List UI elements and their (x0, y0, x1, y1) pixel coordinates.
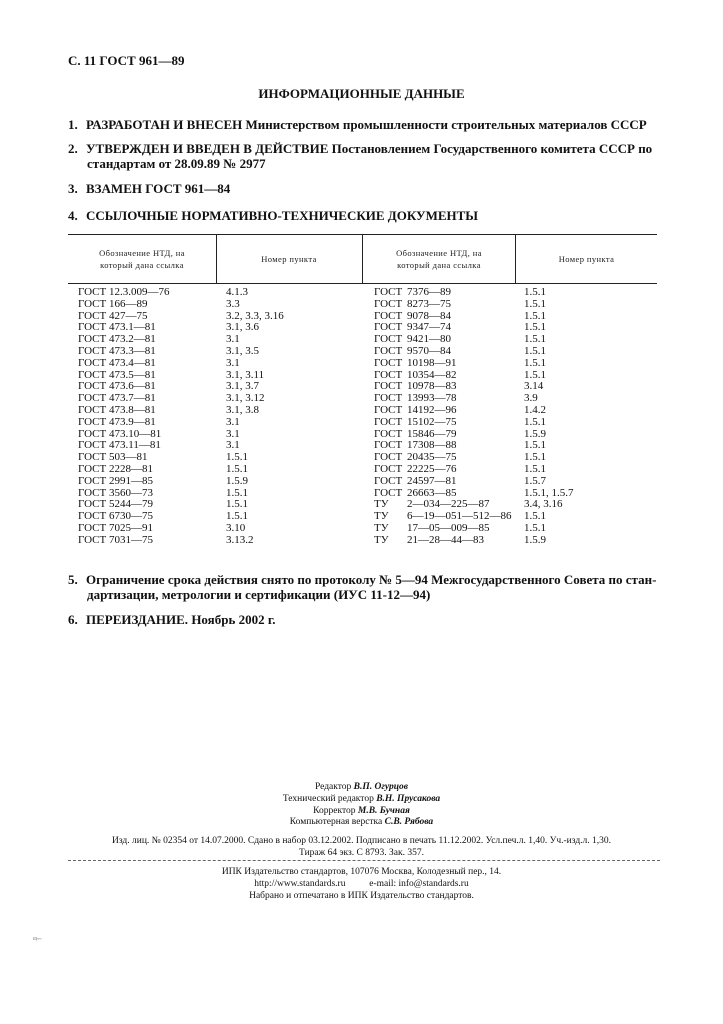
cell-prefix: ГОСТ (374, 309, 403, 322)
table-row (68, 511, 657, 523)
cell-designation: 9078—84 (407, 309, 451, 322)
imprint-line-1: Изд. лиц. № 02354 от 14.07.2000. Сдано в набор 03.12.2002. Подписано в печать 11.12.2002. Усл.печ.л. 1,40. Уч.-изд.л. 1,30. (111, 836, 612, 846)
cell-prefix: ГОСТ (78, 356, 107, 369)
cell-prefix: ТУ (374, 510, 389, 523)
cell-clause: 1.5.1 (226, 451, 248, 464)
cell-clause: 3.9 (524, 392, 538, 405)
cell-clause: 1.5.1 (524, 368, 546, 381)
table-row (68, 393, 657, 405)
cell-clause: 1.5.1 (524, 462, 546, 475)
cell-prefix: ГОСТ (374, 380, 403, 393)
header-text: Обозначение НТД, на (396, 248, 482, 258)
item-heading: ССЫЛОЧНЫЕ НОРМАТИВНО-ТЕХНИЧЕСКИЕ ДОКУМЕНТЫ (86, 208, 479, 223)
cell-prefix: ГОСТ (374, 427, 403, 440)
cell-designation: 24597—81 (407, 474, 457, 487)
references-table (68, 234, 657, 547)
cell-designation: 473.4—81 (109, 356, 156, 369)
cell-designation: 3560—73 (109, 486, 153, 499)
table-row (68, 476, 657, 488)
cell-clause: 1.5.1 (524, 439, 546, 452)
cell-prefix: ГОСТ (78, 321, 107, 334)
item-heading: ВЗАМЕН ГОСТ 961—84 (86, 181, 231, 196)
imprint-line-3: ИПК Издательство стандартов, 107076 Москва, Колодезный пер., 14. (221, 867, 502, 877)
document-title: ИНФОРМАЦИОННЫЕ ДАННЫЕ (258, 86, 465, 101)
table-row (68, 346, 657, 358)
table-row (68, 535, 657, 547)
item-number: 4. (68, 208, 78, 223)
item-text: Ноябрь 2002 г. (188, 612, 276, 627)
cell-prefix: ГОСТ (374, 415, 403, 428)
cell-designation: 2991—85 (109, 474, 153, 487)
cell-clause: 1.5.9 (524, 427, 546, 440)
cell-designation: 8273—75 (407, 297, 451, 310)
table-row (68, 311, 657, 323)
cell-designation: 7025—91 (109, 521, 153, 534)
cell-designation: 10354—82 (407, 368, 457, 381)
cell-clause: 1.5.9 (226, 474, 248, 487)
header-text: Обозначение НТД, на (99, 248, 185, 258)
editor-name: В.П. Огурцов (353, 782, 409, 792)
header-text: который дана ссылка (397, 260, 481, 270)
cell-designation: 7031—75 (109, 533, 153, 546)
editor-role: Технический редактор (282, 793, 374, 804)
cell-designation: 9570—84 (407, 344, 451, 357)
item-5 (68, 572, 657, 602)
cell-clause: 3.10 (226, 521, 246, 534)
item-text: Министерством промышленности строительных материалов СССР (242, 117, 647, 132)
cell-prefix: ГОСТ (374, 392, 403, 405)
table-header (68, 235, 657, 284)
item-text-line2: дартизации, метрологии и сертификации (ИУС 11-12—94) (87, 587, 431, 602)
cell-clause: 1.5.1 (524, 356, 546, 369)
scan-mark: Щ≈≈ (33, 936, 42, 941)
item-heading: УТВЕРЖДЕН И ВВЕДЕН В ДЕЙСТВИЕ (86, 141, 329, 156)
imprint-line-5: Набрано и отпечатано в ИПК Издательство стандартов. (249, 891, 474, 901)
cell-prefix: ГОСТ (374, 486, 403, 499)
cell-clause: 3.1 (226, 356, 240, 369)
cell-prefix: ГОСТ (374, 344, 403, 357)
cell-designation: 503—81 (109, 451, 148, 464)
cell-designation: 26663—85 (407, 486, 457, 499)
cell-prefix: ГОСТ (374, 403, 403, 416)
cell-designation: 15846—79 (407, 427, 457, 440)
cell-clause: 1.5.1 (524, 309, 546, 322)
cell-clause: 3.1, 3.5 (226, 344, 259, 357)
editor-line (0, 806, 723, 818)
table-body (68, 287, 657, 547)
table-row (68, 299, 657, 311)
cell-prefix: ГОСТ (374, 333, 403, 346)
cell-designation: 20435—75 (407, 451, 457, 464)
cell-designation: 10198—91 (407, 356, 457, 369)
cell-prefix: ГОСТ (78, 510, 107, 523)
cell-designation: 473.6—81 (109, 380, 156, 393)
cell-clause: 1.5.1 (524, 321, 546, 334)
cell-prefix: ГОСТ (78, 333, 107, 346)
cell-clause: 3.1, 3.12 (226, 392, 265, 405)
cell-clause: 1.5.1 (524, 297, 546, 310)
cell-designation: 9347—74 (407, 321, 451, 334)
cell-designation: 473.1—81 (109, 321, 156, 334)
item-3 (68, 181, 230, 197)
item-6 (68, 612, 276, 628)
editor-role: Компьютерная верстка (289, 817, 383, 828)
table-row (68, 417, 657, 429)
item-number: 2. (68, 141, 78, 156)
cell-prefix: ГОСТ (78, 521, 107, 534)
header-text: который дана ссылка (100, 260, 184, 270)
cell-clause: 3.4, 3.16 (524, 498, 563, 511)
cell-designation: 473.8—81 (109, 403, 156, 416)
cell-clause: 1.4.2 (524, 403, 546, 416)
cell-prefix: ГОСТ (78, 392, 107, 405)
cell-clause: 3.1 (226, 427, 240, 440)
cell-clause: 1.5.1 (524, 344, 546, 357)
cell-designation: 473.5—81 (109, 368, 156, 381)
item-text: Ограничение срока действия снято по протоколу № 5—94 Межгосударственного Совета по стан- (86, 572, 657, 587)
cell-designation: 6—19—051—512—86 (407, 510, 512, 523)
cell-clause: 1.5.1 (226, 510, 248, 523)
cell-designation: 7376—89 (407, 286, 451, 298)
cell-clause: 1.5.1 (524, 286, 546, 298)
item-number: 5. (68, 572, 78, 587)
item-text-line2: стандартам от 28.09.89 № 2977 (87, 156, 266, 171)
cell-clause: 3.1 (226, 415, 240, 428)
cell-prefix: ТУ (374, 521, 389, 534)
cell-clause: 3.1, 3.11 (226, 368, 265, 381)
cell-prefix: ГОСТ (374, 462, 403, 475)
table-row (68, 452, 657, 464)
item-text: Постановлением Государственного комитета СССР по (328, 141, 653, 156)
cell-designation: 473.11—81 (109, 439, 161, 452)
item-number: 6. (68, 612, 78, 627)
header-designation-right (363, 235, 515, 283)
item-heading: ПЕРЕИЗДАНИЕ. (86, 612, 189, 627)
cell-clause: 1.5.7 (524, 474, 546, 487)
cell-prefix: ГОСТ (78, 462, 107, 475)
cell-designation: 17308—88 (407, 439, 457, 452)
cell-designation: 17—05—009—85 (407, 521, 490, 534)
cell-prefix: ГОСТ (78, 498, 107, 511)
table-row (68, 381, 657, 393)
editors-block (0, 782, 723, 829)
cell-prefix: ГОСТ (374, 321, 403, 334)
cell-prefix: ГОСТ (374, 286, 403, 298)
cell-prefix: ГОСТ (78, 415, 107, 428)
cell-designation: 15102—75 (407, 415, 457, 428)
cell-prefix: ГОСТ (78, 368, 107, 381)
cell-designation: 10978—83 (407, 380, 457, 393)
cell-designation: 13993—78 (407, 392, 457, 405)
editor-name: В.Н. Прусакова (376, 793, 441, 804)
cell-prefix: ГОСТ (78, 309, 107, 322)
item-4 (68, 208, 478, 224)
imprint-line-2: Тираж 64 экз. С 8793. Зак. 357. (299, 848, 424, 858)
cell-prefix: ГОСТ (374, 451, 403, 464)
cell-clause: 1.5.1 (226, 498, 248, 511)
table-row (68, 440, 657, 452)
cell-clause: 1.5.1 (524, 521, 546, 534)
editor-line (0, 782, 723, 794)
cell-clause: 1.5.1, 1.5.7 (524, 486, 574, 499)
cell-prefix: ГОСТ (78, 533, 107, 546)
cell-clause: 1.5.1 (524, 510, 546, 523)
cell-clause: 1.5.1 (226, 486, 248, 499)
editor-line (0, 817, 723, 829)
cell-designation: 473.7—81 (109, 392, 156, 405)
table-row (68, 464, 657, 476)
cell-designation: 12.3.009—76 (109, 286, 170, 298)
table-row (68, 523, 657, 535)
cell-prefix: ГОСТ (78, 297, 107, 310)
cell-clause: 3.1 (226, 333, 240, 346)
item-2 (68, 141, 653, 171)
cell-designation: 22225—76 (407, 462, 457, 475)
table-row (68, 370, 657, 382)
cell-clause: 3.1, 3.6 (226, 321, 259, 334)
table-row (68, 488, 657, 500)
cell-prefix: ГОСТ (374, 439, 403, 452)
header-text: Номер пункта (558, 254, 615, 264)
item-heading: РАЗРАБОТАН И ВНЕСЕН (86, 117, 243, 132)
cell-prefix: ГОСТ (78, 486, 107, 499)
table-row (68, 322, 657, 334)
cell-prefix: ТУ (374, 498, 389, 511)
cell-designation: 21—28—44—83 (407, 533, 484, 546)
editor-role: Корректор (313, 805, 356, 816)
header-text: Номер пункта (261, 254, 317, 264)
cell-designation: 473.3—81 (109, 344, 156, 357)
cell-clause: 1.5.9 (524, 533, 546, 546)
cell-clause: 4.1.3 (226, 286, 248, 298)
header-clause-right (516, 235, 657, 283)
cell-clause: 3.1 (226, 439, 240, 452)
editor-role: Редактор (314, 782, 352, 792)
cell-designation: 9421—80 (407, 333, 451, 346)
cell-designation: 2—034—225—87 (407, 498, 490, 511)
cell-prefix: ГОСТ (374, 356, 403, 369)
cell-designation: 473.2—81 (109, 333, 156, 346)
cell-prefix: ГОСТ (78, 451, 107, 464)
cell-prefix: ГОСТ (78, 380, 107, 393)
separator-line (68, 860, 660, 861)
cell-designation: 2228—81 (109, 462, 153, 475)
table-row (68, 499, 657, 511)
cell-prefix: ГОСТ (78, 403, 107, 416)
imprint-line-4: http://www.standards.ru e-mail: info@standards.ru (254, 879, 469, 889)
cell-clause: 1.5.1 (524, 333, 546, 346)
cell-clause: 3.14 (524, 380, 544, 393)
cell-prefix: ГОСТ (78, 474, 107, 487)
cell-clause: 3.2, 3.3, 3.16 (226, 309, 284, 322)
header-clause-left (217, 235, 361, 283)
table-row (68, 405, 657, 417)
cell-designation: 166—89 (109, 297, 148, 310)
table-row (68, 358, 657, 370)
cell-prefix: ГОСТ (78, 427, 107, 440)
editor-line (0, 794, 723, 806)
cell-clause: 1.5.1 (226, 462, 248, 475)
cell-designation: 6730—75 (109, 510, 153, 523)
cell-prefix: ГОСТ (78, 439, 107, 452)
item-1 (68, 117, 647, 133)
table-row (68, 287, 657, 299)
cell-clause: 3.1, 3.7 (226, 380, 259, 393)
cell-clause: 3.13.2 (226, 533, 254, 546)
cell-clause: 1.5.1 (524, 415, 546, 428)
page-header: С. 11 ГОСТ 961—89 (68, 53, 185, 68)
cell-prefix: ТУ (374, 533, 389, 546)
header-designation-left (68, 235, 216, 283)
editor-name: С.В. Рябова (384, 817, 434, 828)
item-number: 3. (68, 181, 78, 196)
cell-prefix: ГОСТ (374, 297, 403, 310)
editor-name: М.В. Бучная (357, 805, 410, 816)
cell-prefix: ГОСТ (374, 474, 403, 487)
cell-prefix: ГОСТ (374, 368, 403, 381)
cell-prefix: ГОСТ (78, 344, 107, 357)
cell-clause: 3.1, 3.8 (226, 403, 259, 416)
cell-prefix: ГОСТ (78, 286, 107, 298)
cell-designation: 473.10—81 (109, 427, 162, 440)
cell-designation: 5244—79 (109, 498, 153, 511)
cell-clause: 3.3 (226, 297, 240, 310)
item-number: 1. (68, 117, 78, 132)
cell-designation: 14192—96 (407, 403, 457, 416)
cell-clause: 1.5.1 (524, 451, 546, 464)
table-row (68, 334, 657, 346)
cell-designation: 427—75 (109, 309, 148, 322)
cell-designation: 473.9—81 (109, 415, 156, 428)
